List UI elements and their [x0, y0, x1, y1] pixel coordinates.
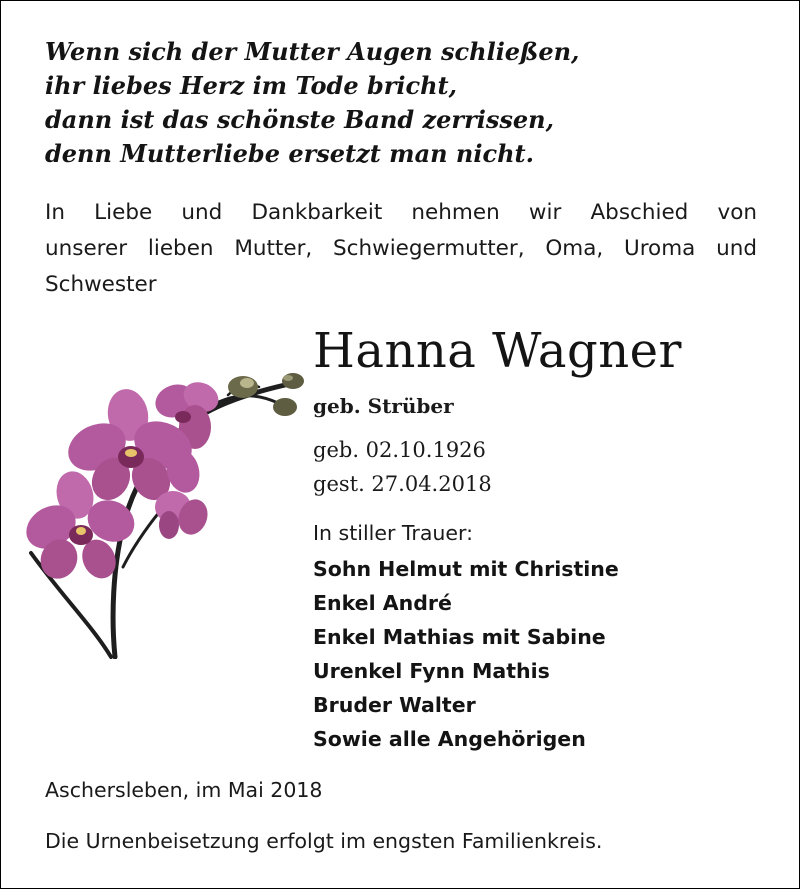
birth-date: geb. 02.10.1926: [313, 438, 486, 462]
orchid-flower: [23, 467, 141, 585]
list-item: Bruder Walter: [313, 693, 476, 717]
list-item: Sowie alle Angehörigen: [313, 727, 586, 751]
orchid-flower: [155, 446, 212, 539]
poem-line: denn Mutterliebe ersetzt man nicht.: [45, 139, 534, 168]
orchid-icon: [23, 367, 313, 659]
intro-line: unserer lieben Mutter, Schwiegermutter, Oma, Uroma und: [45, 236, 757, 261]
mourners-list: [313, 552, 619, 756]
burial-note: Die Urnenbeisetzung erfolgt im engsten Familienkreis.: [45, 829, 603, 853]
maiden-name: geb. Strüber: [313, 394, 454, 418]
farewell-intro: [45, 195, 757, 303]
poem-line: ihr liebes Herz im Tode bricht,: [45, 71, 457, 100]
poem-line: dann ist das schönste Band zerrissen,: [45, 105, 554, 134]
orchid-flower: [61, 386, 200, 507]
list-item: Sohn Helmut mit Christine: [313, 557, 619, 581]
list-item: Enkel André: [313, 591, 452, 615]
orchid-flower: [151, 377, 223, 449]
memorial-poem: [45, 35, 745, 171]
deceased-name: Hanna Wagner: [313, 323, 682, 379]
orchid-bud: [228, 373, 304, 416]
intro-line: Schwester: [45, 272, 157, 297]
list-item: Enkel Mathias mit Sabine: [313, 625, 606, 649]
mourners-heading: In stiller Trauer:: [313, 521, 473, 545]
death-date: gest. 27.04.2018: [313, 472, 492, 496]
list-item: Urenkel Fynn Mathis: [313, 659, 550, 683]
intro-line: In Liebe und Dankbarkeit nehmen wir Abschied von: [45, 200, 757, 225]
place-date: Aschersleben, im Mai 2018: [45, 778, 323, 802]
poem-line: Wenn sich der Mutter Augen schließen,: [45, 37, 580, 66]
